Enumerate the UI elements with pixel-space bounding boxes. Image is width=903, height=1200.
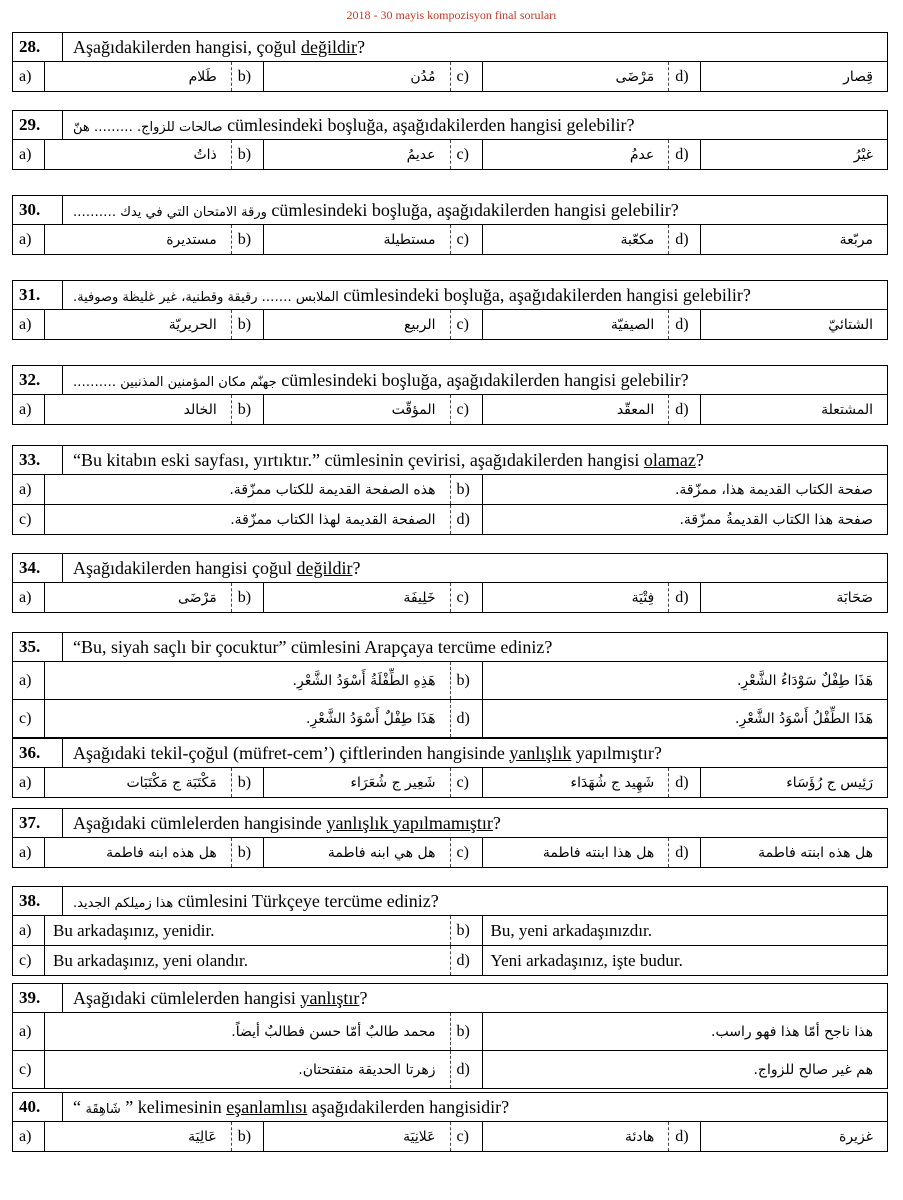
- option-text: هَذِهِ الطِّفْلَةُ أَسْوَدُ الشَّعْرِ.: [292, 672, 436, 689]
- option-letter: d): [451, 700, 483, 737]
- option-letter: b): [451, 1013, 483, 1050]
- option-letter: a): [13, 916, 45, 945]
- option-text: عَالِيَة: [188, 1128, 217, 1145]
- answer-option[interactable]: [13, 475, 451, 504]
- answer-option[interactable]: [451, 768, 670, 797]
- answer-option[interactable]: [451, 140, 670, 169]
- question-header: [12, 445, 888, 475]
- options-row: [12, 1013, 888, 1051]
- option-letter: c): [13, 505, 45, 534]
- option-text: Bu arkadaşınız, yeni olandır.: [53, 950, 248, 970]
- question-number: 30.: [13, 196, 63, 224]
- option-text: هل هي ابنه فاطمة: [327, 844, 436, 861]
- options-row: [12, 225, 888, 255]
- option-text: مَكْتَبَة ج مَكْتَبَات: [126, 774, 217, 791]
- question-header: [12, 280, 888, 310]
- option-text: Bu arkadaşınız, yenidir.: [53, 920, 215, 940]
- question: [12, 110, 888, 170]
- option-letter: a): [13, 583, 45, 612]
- options-row: [12, 140, 888, 170]
- answer-option[interactable]: [232, 62, 451, 91]
- option-letter: d): [669, 140, 701, 169]
- option-letter: c): [13, 946, 45, 975]
- option-letter: a): [13, 475, 45, 504]
- option-text: خَلِيفَة: [403, 589, 436, 606]
- option-text: هَذَا الطِّفْلُ أَسْوَدُ الشَّعْرِ.: [735, 710, 873, 727]
- option-text: ذاتُ: [193, 146, 217, 163]
- question-text: Aşağıdakilerden hangisi çoğul değildir?: [73, 557, 361, 578]
- question-header: [12, 808, 888, 838]
- option-text: هذا ناجح أمّا هذا فهو راسب.: [711, 1023, 873, 1040]
- question-text: Aşağıdaki tekil-çoğul (müfret-cem’) çiftlerinden hangisinde yanlışlık yapılmıştır?: [73, 742, 662, 763]
- answer-option[interactable]: [232, 395, 451, 424]
- options-row: [12, 946, 888, 976]
- option-letter: d): [669, 768, 701, 797]
- answer-option[interactable]: [451, 505, 888, 534]
- option-letter: c): [451, 768, 483, 797]
- answer-option[interactable]: [232, 140, 451, 169]
- options-row: [12, 1122, 888, 1152]
- question-number: 40.: [13, 1093, 63, 1121]
- answer-option[interactable]: [232, 310, 451, 339]
- option-letter: c): [451, 62, 483, 91]
- answer-option[interactable]: [451, 62, 670, 91]
- option-text: مُدُن: [410, 68, 436, 85]
- question-header: [12, 553, 888, 583]
- options-row: [12, 395, 888, 425]
- option-letter: c): [451, 838, 483, 867]
- question-header: [12, 32, 888, 62]
- answer-option[interactable]: [451, 946, 888, 975]
- options-row: [12, 310, 888, 340]
- option-letter: d): [669, 583, 701, 612]
- option-letter: b): [451, 916, 483, 945]
- option-letter: d): [669, 838, 701, 867]
- option-letter: a): [13, 838, 45, 867]
- answer-option[interactable]: [13, 225, 232, 254]
- options-row: [12, 505, 888, 535]
- option-text: الصيفيّة: [610, 316, 655, 333]
- answer-option[interactable]: [13, 62, 232, 91]
- question-number: 38.: [13, 887, 63, 915]
- option-text: هل هذه ابنته فاطمة: [758, 844, 873, 861]
- question-header: [12, 365, 888, 395]
- option-text: رَئِيس ج رُؤَسَاء: [786, 774, 873, 791]
- option-letter: b): [232, 225, 264, 254]
- question-text: Aşağıdaki cümlelerden hangisi yanlıştır?: [73, 987, 368, 1008]
- question-number: 39.: [13, 984, 63, 1012]
- answer-option[interactable]: [451, 225, 670, 254]
- option-text: عَلانِيَة: [403, 1128, 436, 1145]
- question: [12, 738, 888, 798]
- answer-option[interactable]: [451, 662, 888, 699]
- answer-option[interactable]: [669, 62, 887, 91]
- option-letter: c): [451, 225, 483, 254]
- answer-option[interactable]: [451, 475, 888, 504]
- answer-option[interactable]: [451, 395, 670, 424]
- option-text: صَحَابَة: [836, 589, 873, 606]
- question: [12, 983, 888, 1089]
- question-text: “Bu kitabın eski sayfası, yırtıktır.” cümlesinin çevirisi, aşağıdakilerden hangisi olamaz?: [73, 449, 704, 470]
- answer-option[interactable]: [451, 1122, 670, 1151]
- option-letter: b): [451, 662, 483, 699]
- option-letter: d): [669, 62, 701, 91]
- question-number: 36.: [13, 739, 63, 767]
- option-letter: d): [669, 310, 701, 339]
- question: [12, 280, 888, 340]
- option-text: صفحة هذا الكتاب القديمةُ ممزّقة.: [679, 511, 873, 528]
- question-text: جهنّم مكان المؤمنين المذنبين ………. cümlesindeki boşluğa, aşağıdakilerden hangisi gelebilir?: [73, 369, 689, 390]
- question-header: [12, 738, 888, 768]
- option-letter: a): [13, 1122, 45, 1151]
- answer-option[interactable]: [451, 1051, 888, 1088]
- option-text: مستديرة: [166, 231, 217, 248]
- answer-option[interactable]: [13, 395, 232, 424]
- question-number: 31.: [13, 281, 63, 309]
- answer-option[interactable]: [451, 916, 888, 945]
- option-letter: b): [232, 583, 264, 612]
- option-text: محمد طالبٌ أمّا حسن فطالبٌ أيضاً.: [231, 1023, 436, 1040]
- option-letter: d): [451, 1051, 483, 1088]
- answer-option[interactable]: [669, 1122, 887, 1151]
- answer-option[interactable]: [232, 225, 451, 254]
- answer-option[interactable]: [13, 583, 232, 612]
- question-text: صالحات للزواج. ……… هنّ cümlesindeki boşluğa, aşağıdakilerden hangisi gelebilir?: [73, 114, 635, 135]
- option-letter: b): [232, 62, 264, 91]
- option-text: شَعِير ج شُعَرَاء: [350, 774, 436, 791]
- question-number: 32.: [13, 366, 63, 394]
- question: [12, 808, 888, 868]
- option-letter: b): [232, 395, 264, 424]
- question-number: 28.: [13, 33, 63, 61]
- option-letter: b): [232, 768, 264, 797]
- answer-option[interactable]: [232, 583, 451, 612]
- answer-option[interactable]: [451, 700, 888, 737]
- answer-option[interactable]: [232, 1122, 451, 1151]
- option-letter: c): [13, 700, 45, 737]
- options-row: [12, 62, 888, 92]
- answer-option[interactable]: [669, 838, 887, 867]
- option-text: عدمُ: [629, 146, 655, 163]
- option-text: الربيع: [404, 316, 436, 333]
- option-text: غيْرُ: [853, 146, 873, 163]
- option-text: الحريريّة: [168, 316, 217, 333]
- option-text: المعقّد: [616, 401, 655, 418]
- options-row: [12, 838, 888, 868]
- answer-option[interactable]: [451, 583, 670, 612]
- question-text: الملابس ……. رقيقة وقطنية، غير غليظة وصوفية. cümlesindeki boşluğa, aşağıdakilerden hangisi gelebilir?: [73, 284, 751, 305]
- question: [12, 32, 888, 92]
- option-text: غزيرة: [838, 1128, 873, 1145]
- answer-option[interactable]: [13, 505, 451, 534]
- option-letter: d): [669, 225, 701, 254]
- option-text: Yeni arkadaşınız, işte budur.: [490, 950, 683, 970]
- answer-option[interactable]: [13, 1122, 232, 1151]
- question-number: 29.: [13, 111, 63, 139]
- option-text: الصفحة القديمة لهذا الكتاب ممزّقة.: [230, 511, 436, 528]
- option-text: شَهِيد ج شُهَدَاء: [570, 774, 655, 791]
- option-letter: b): [232, 140, 264, 169]
- answer-option[interactable]: [13, 140, 232, 169]
- question-header: [12, 195, 888, 225]
- option-letter: a): [13, 140, 45, 169]
- answer-option[interactable]: [13, 1051, 451, 1088]
- option-text: مَرْضَى: [615, 68, 655, 85]
- answer-option[interactable]: [13, 310, 232, 339]
- option-letter: a): [13, 768, 45, 797]
- option-letter: b): [232, 1122, 264, 1151]
- question: [12, 445, 888, 535]
- question: [12, 886, 888, 976]
- option-text: مربّعة: [839, 231, 873, 248]
- options-row: [12, 662, 888, 700]
- question-number: 37.: [13, 809, 63, 837]
- answer-option[interactable]: [13, 1013, 451, 1050]
- question-header: [12, 110, 888, 140]
- option-letter: b): [232, 838, 264, 867]
- question-text: Aşağıdakilerden hangisi, çoğul değildir?: [73, 36, 365, 57]
- answer-option[interactable]: [451, 1013, 888, 1050]
- question-number: 33.: [13, 446, 63, 474]
- question-text: “Bu, siyah saçlı bir çocuktur” cümlesini Arapçaya tercüme ediniz?: [73, 636, 553, 657]
- option-text: الخالد: [183, 401, 217, 418]
- option-letter: a): [13, 62, 45, 91]
- option-text: هَذَا طِفْلٌ أَسْوَدُ الشَّعْرِ.: [306, 710, 436, 727]
- option-text: مستطيلة: [383, 231, 436, 248]
- options-row: [12, 1051, 888, 1089]
- question-header: [12, 886, 888, 916]
- option-letter: c): [451, 395, 483, 424]
- answer-option[interactable]: [451, 310, 670, 339]
- options-row: [12, 583, 888, 613]
- option-text: فِتْيَة: [631, 589, 655, 606]
- option-letter: b): [451, 475, 483, 504]
- question-number: 34.: [13, 554, 63, 582]
- question: [12, 553, 888, 613]
- answer-option[interactable]: [451, 838, 670, 867]
- question: [12, 1092, 888, 1152]
- answer-option[interactable]: [669, 225, 887, 254]
- option-text: Bu, yeni arkadaşınızdır.: [490, 920, 652, 940]
- options-row: [12, 916, 888, 946]
- question-text: “ شَاهِقَة ” kelimesinin eşanlamlısı aşağıdakilerden hangisidir?: [73, 1096, 510, 1117]
- option-text: طَلام: [188, 68, 217, 85]
- option-text: زهرتا الحديقة متفتحتان.: [298, 1061, 436, 1078]
- question-number: 35.: [13, 633, 63, 661]
- question-text: ورقة الامتحان التي في يدك ………. cümlesindeki boşluğa, aşağıdakilerden hangisi gelebilir?: [73, 199, 679, 220]
- option-letter: d): [451, 505, 483, 534]
- option-letter: b): [232, 310, 264, 339]
- question-text: هذا زميلكم الجديد. cümlesini Türkçeye tercüme ediniz?: [73, 890, 439, 911]
- options-row: [12, 768, 888, 798]
- option-text: مَرْضَى: [177, 589, 217, 606]
- question-header: [12, 1092, 888, 1122]
- option-letter: d): [669, 395, 701, 424]
- option-letter: c): [451, 583, 483, 612]
- question: [12, 195, 888, 255]
- option-text: مكعّبة: [620, 231, 655, 248]
- option-letter: c): [451, 140, 483, 169]
- answer-option[interactable]: [669, 768, 887, 797]
- answer-option[interactable]: [13, 662, 451, 699]
- option-letter: a): [13, 310, 45, 339]
- option-letter: a): [13, 1013, 45, 1050]
- option-letter: c): [451, 1122, 483, 1151]
- option-text: هل هذه ابنه فاطمة: [106, 844, 217, 861]
- question-header: [12, 632, 888, 662]
- option-text: هادئة: [624, 1128, 655, 1145]
- option-text: المشتعلة: [821, 401, 873, 418]
- option-letter: a): [13, 662, 45, 699]
- question: [12, 632, 888, 738]
- option-text: قِصار: [843, 68, 873, 85]
- options-row: [12, 700, 888, 738]
- option-letter: d): [451, 946, 483, 975]
- option-letter: d): [669, 1122, 701, 1151]
- option-text: هَذَا طِفْلٌ سَوْدَاءُ الشَّعْرِ.: [736, 672, 873, 689]
- option-text: صفحة الكتاب القديمة هذا، ممزّقة.: [674, 481, 873, 498]
- option-text: هم غير صالح للزواج.: [753, 1061, 873, 1078]
- question-header: [12, 983, 888, 1013]
- option-text: المؤقّت: [391, 401, 436, 418]
- answer-option[interactable]: [669, 140, 887, 169]
- options-row: [12, 475, 888, 505]
- option-text: عديمُ: [406, 146, 436, 163]
- option-text: هذه الصفحة القديمة للكتاب ممزّقة.: [229, 481, 436, 498]
- option-text: الشتائيّ: [828, 316, 873, 333]
- option-text: هل هذا ابنته فاطمة: [542, 844, 655, 861]
- option-letter: c): [13, 1051, 45, 1088]
- page-header: 2018 - 30 mayis kompozisyon final soruları: [346, 8, 557, 22]
- option-letter: c): [451, 310, 483, 339]
- answer-option[interactable]: [232, 838, 451, 867]
- question: [12, 365, 888, 425]
- answer-option[interactable]: [13, 768, 232, 797]
- answer-option[interactable]: [669, 395, 887, 424]
- answer-option[interactable]: [13, 916, 451, 945]
- answer-option[interactable]: [232, 768, 451, 797]
- question-text: Aşağıdaki cümlelerden hangisinde yanlışlık yapılmamıştır?: [73, 812, 501, 833]
- option-letter: a): [13, 225, 45, 254]
- option-letter: a): [13, 395, 45, 424]
- answer-option[interactable]: [669, 583, 887, 612]
- answer-option[interactable]: [13, 946, 451, 975]
- answer-option[interactable]: [13, 700, 451, 737]
- answer-option[interactable]: [13, 838, 232, 867]
- answer-option[interactable]: [669, 310, 887, 339]
